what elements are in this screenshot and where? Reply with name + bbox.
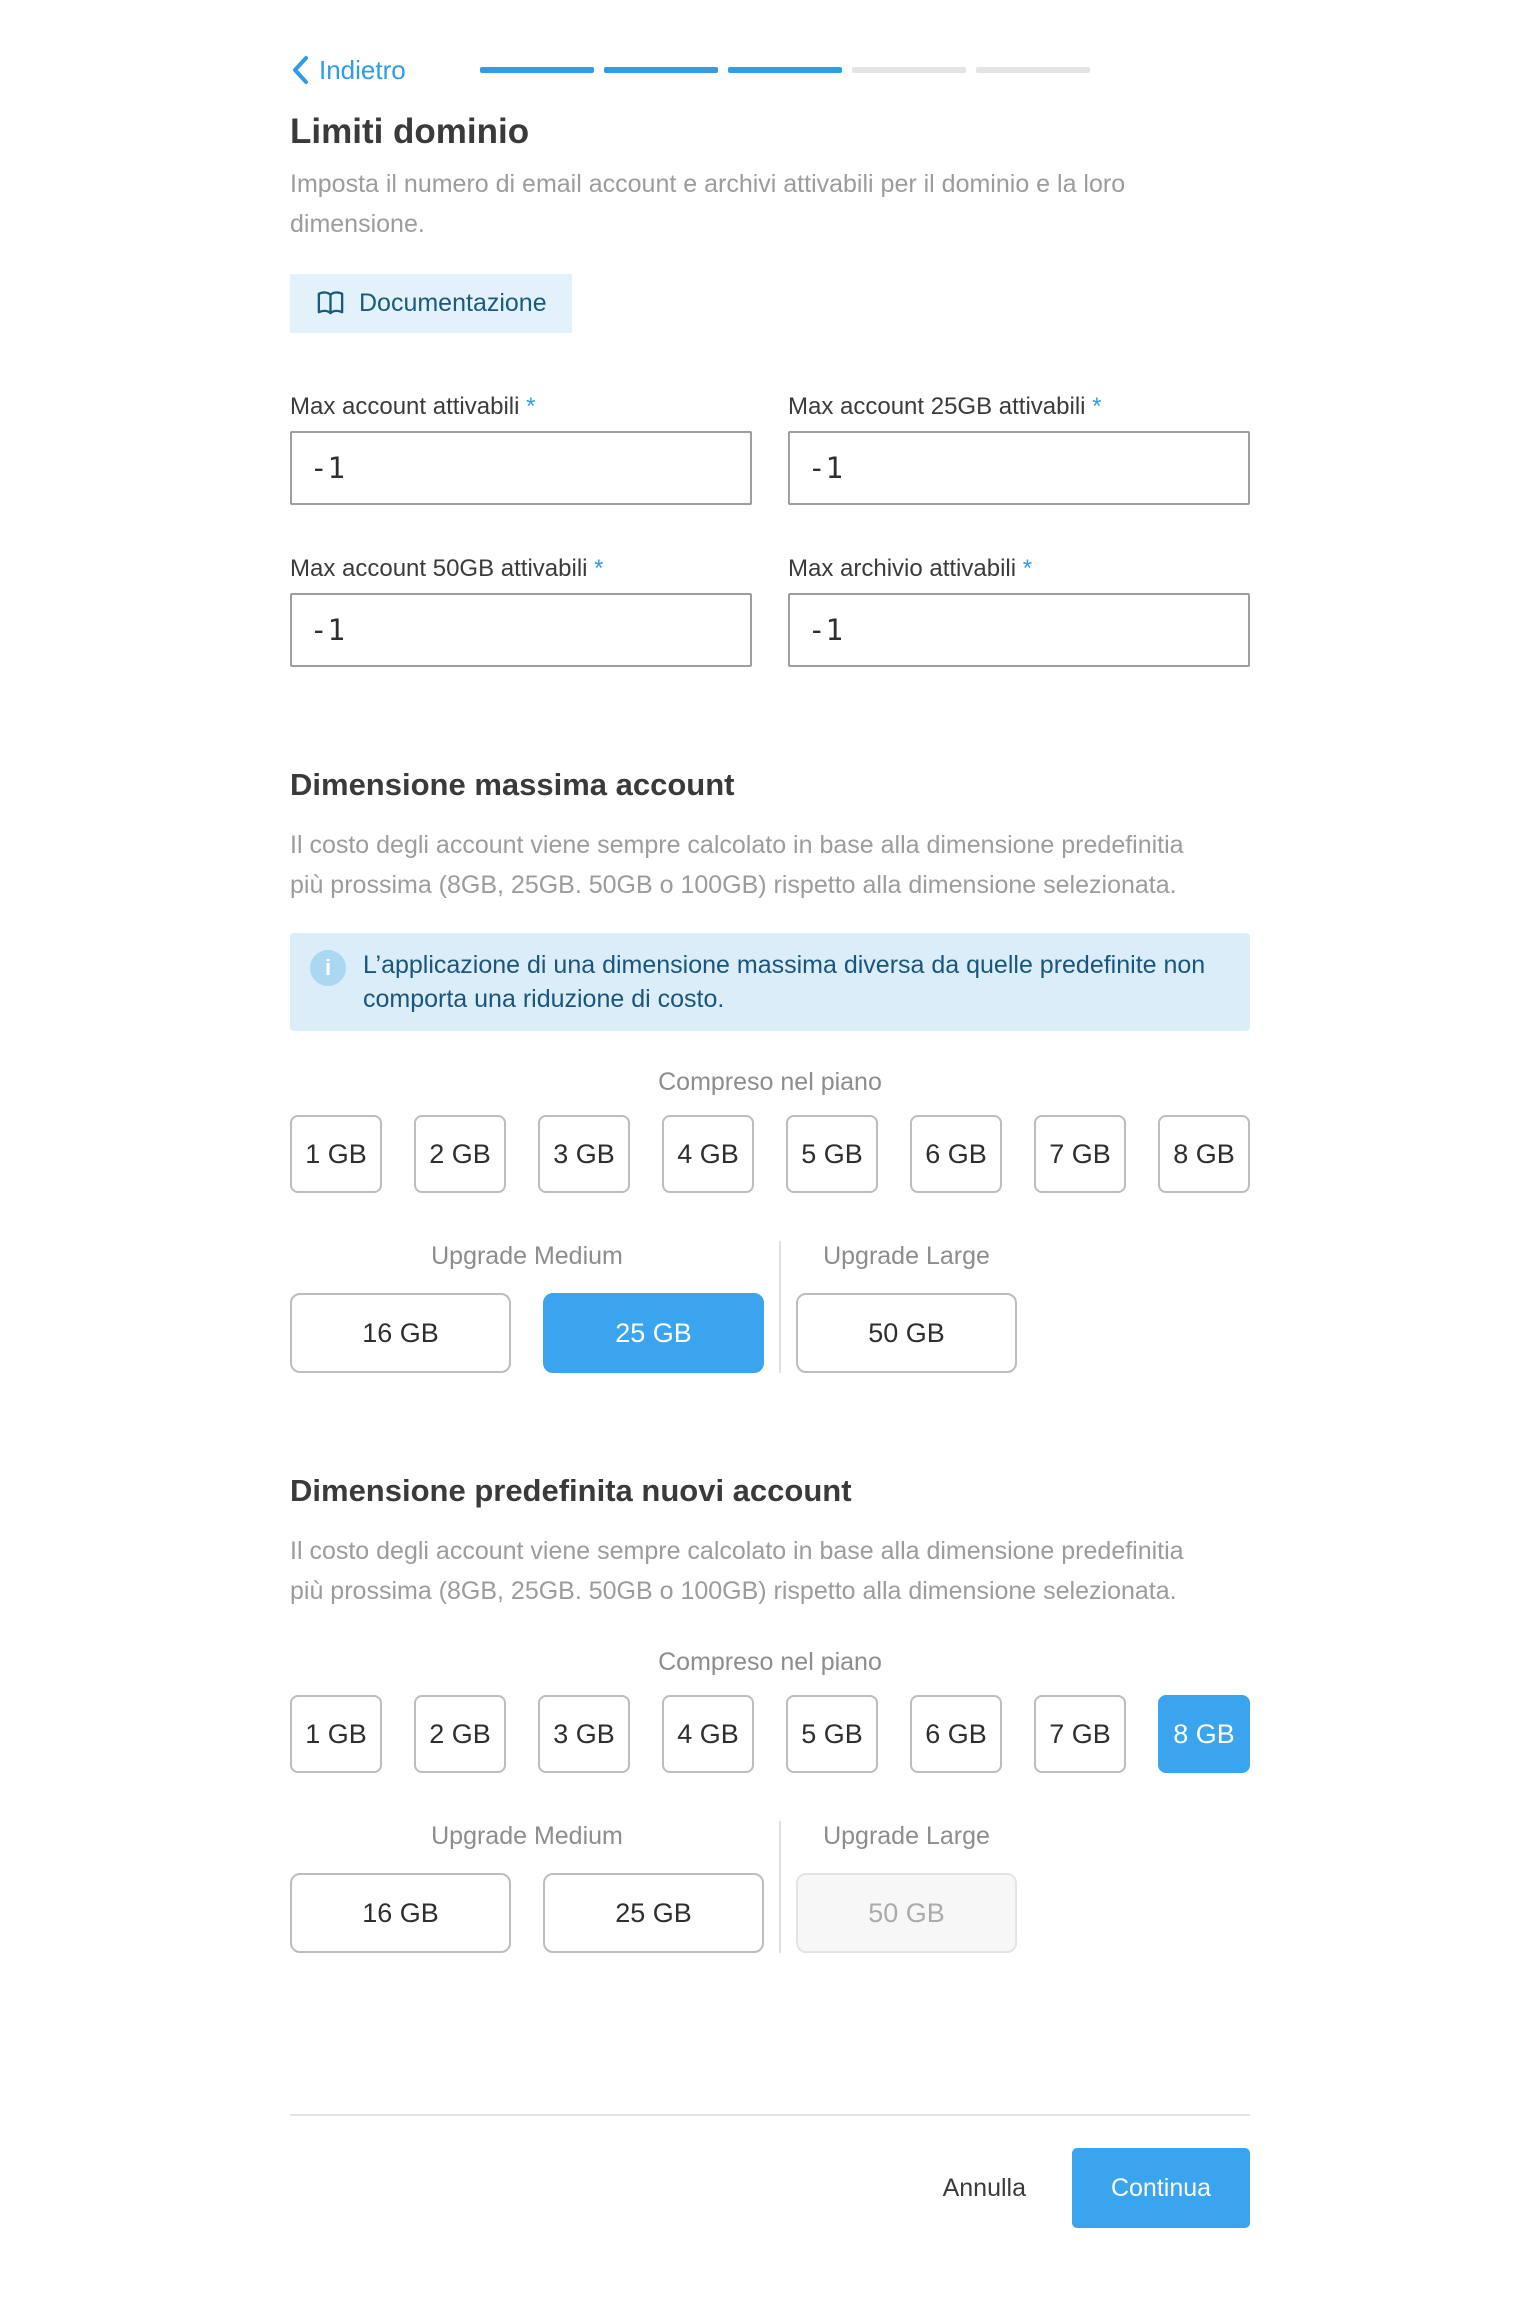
- max-size-option-7gb[interactable]: 7 GB: [1034, 1115, 1126, 1193]
- max-account-50gb-input[interactable]: [290, 593, 752, 667]
- section-title: Dimensione predefinita nuovi account: [290, 1473, 852, 1508]
- footer-actions: [290, 2148, 1250, 2228]
- upgrade-options-row: [290, 1821, 1250, 1953]
- required-asterisk: *: [1022, 555, 1033, 582]
- default-size-option-6gb[interactable]: 6 GB: [910, 1695, 1002, 1773]
- default-size-option-1gb[interactable]: 1 GB: [290, 1695, 382, 1773]
- progress-step-3: [728, 67, 842, 73]
- documentation-button-label: Documentazione: [359, 289, 547, 317]
- vertical-divider: [779, 1241, 781, 1373]
- upgrade-large-group: [796, 1821, 1017, 1953]
- field-label: [290, 555, 752, 583]
- progress-step-5: [976, 67, 1090, 73]
- default-size-option-16gb[interactable]: 16 GB: [290, 1873, 511, 1953]
- field-max-account: [290, 393, 752, 505]
- upgrade-large-label: Upgrade Large: [823, 1242, 990, 1270]
- wizard-header: [290, 52, 1250, 88]
- max-account-25gb-input[interactable]: [788, 431, 1250, 505]
- limits-form: [290, 393, 1250, 667]
- default-size-option-5gb[interactable]: 5 GB: [786, 1695, 878, 1773]
- default-size-option-7gb[interactable]: 7 GB: [1034, 1695, 1126, 1773]
- back-link[interactable]: [290, 55, 480, 86]
- field-label-text: Max archivio attivabili: [788, 555, 1017, 582]
- max-size-option-3gb[interactable]: 3 GB: [538, 1115, 630, 1193]
- field-label: [788, 393, 1250, 421]
- book-icon: [315, 288, 346, 319]
- max-size-option-6gb[interactable]: 6 GB: [910, 1115, 1002, 1193]
- field-label-text: Max account 50GB attivabili: [290, 555, 588, 582]
- documentation-button[interactable]: [290, 274, 572, 333]
- default-size-options-row: [290, 1695, 1250, 1773]
- page-title: Limiti dominio: [290, 112, 530, 151]
- footer-divider: [290, 2114, 1250, 2116]
- chevron-left-icon: [290, 55, 310, 85]
- vertical-divider: [779, 1821, 781, 1953]
- max-size-option-50gb[interactable]: 50 GB: [796, 1293, 1017, 1373]
- info-banner: [290, 933, 1250, 1031]
- upgrade-medium-label: Upgrade Medium: [431, 1242, 623, 1270]
- progress-step-4: [852, 67, 966, 73]
- upgrade-options-row: [290, 1241, 1250, 1373]
- back-link-label: Indietro: [319, 54, 406, 85]
- required-asterisk: *: [526, 393, 536, 420]
- included-in-plan-label: Compreso nel piano: [658, 1648, 882, 1676]
- field-label-text: Max account 25GB attivabili: [788, 393, 1086, 420]
- required-asterisk: *: [594, 555, 604, 582]
- max-size-option-5gb[interactable]: 5 GB: [786, 1115, 878, 1193]
- max-size-options-row: [290, 1115, 1250, 1193]
- upgrade-large-label: Upgrade Large: [823, 1822, 990, 1850]
- field-max-account-50gb: [290, 555, 752, 667]
- section-max-account-size: [290, 765, 1250, 1373]
- upgrade-medium-group: [290, 1241, 764, 1373]
- progress-step-2: [604, 67, 718, 73]
- info-icon: i: [310, 950, 346, 986]
- max-size-option-16gb[interactable]: 16 GB: [290, 1293, 511, 1373]
- upgrade-large-group: [796, 1241, 1017, 1373]
- section-description: Il costo degli account viene sempre calcolato in base alla dimensione predefinitia più prossima (8GB, 25GB. 50GB o 100GB) rispetto alla dimensione selezionata.: [290, 1537, 1184, 1605]
- section-default-account-size: [290, 1471, 1250, 1953]
- included-in-plan-label: Compreso nel piano: [658, 1068, 882, 1096]
- field-max-archivio: [788, 555, 1250, 667]
- continue-button[interactable]: Continua: [1072, 2148, 1250, 2228]
- info-banner-text: L’applicazione di una dimensione massima diversa da quelle predefinite non comporta una riduzione di costo.: [363, 951, 1206, 1013]
- default-size-option-8gb[interactable]: 8 GB: [1158, 1695, 1250, 1773]
- max-size-option-25gb[interactable]: 25 GB: [543, 1293, 764, 1373]
- max-archivio-input[interactable]: [788, 593, 1250, 667]
- field-max-account-25gb: [788, 393, 1250, 505]
- page-description: Imposta il numero di email account e archivi attivabili per il dominio e la loro dimensione.: [290, 170, 1126, 238]
- field-label-text: Max account attivabili: [290, 393, 520, 420]
- cancel-button[interactable]: Annulla: [942, 2173, 1026, 2202]
- max-account-input[interactable]: [290, 431, 752, 505]
- required-asterisk: *: [1092, 393, 1102, 420]
- default-size-option-25gb[interactable]: 25 GB: [543, 1873, 764, 1953]
- wizard-progress-bar: [480, 67, 1090, 73]
- field-label: [290, 393, 752, 421]
- default-size-option-3gb[interactable]: 3 GB: [538, 1695, 630, 1773]
- max-size-option-8gb[interactable]: 8 GB: [1158, 1115, 1250, 1193]
- max-size-option-4gb[interactable]: 4 GB: [662, 1115, 754, 1193]
- upgrade-medium-label: Upgrade Medium: [431, 1822, 623, 1850]
- progress-step-1: [480, 67, 594, 73]
- section-title: Dimensione massima account: [290, 767, 735, 802]
- section-description: Il costo degli account viene sempre calcolato in base alla dimensione predefinitia più prossima (8GB, 25GB. 50GB o 100GB) rispetto alla dimensione selezionata.: [290, 831, 1184, 899]
- max-size-option-1gb[interactable]: 1 GB: [290, 1115, 382, 1193]
- max-size-option-2gb[interactable]: 2 GB: [414, 1115, 506, 1193]
- default-size-option-50gb[interactable]: 50 GB: [796, 1873, 1017, 1953]
- default-size-option-2gb[interactable]: 2 GB: [414, 1695, 506, 1773]
- upgrade-medium-group: [290, 1821, 764, 1953]
- field-label: [788, 555, 1250, 583]
- default-size-option-4gb[interactable]: 4 GB: [662, 1695, 754, 1773]
